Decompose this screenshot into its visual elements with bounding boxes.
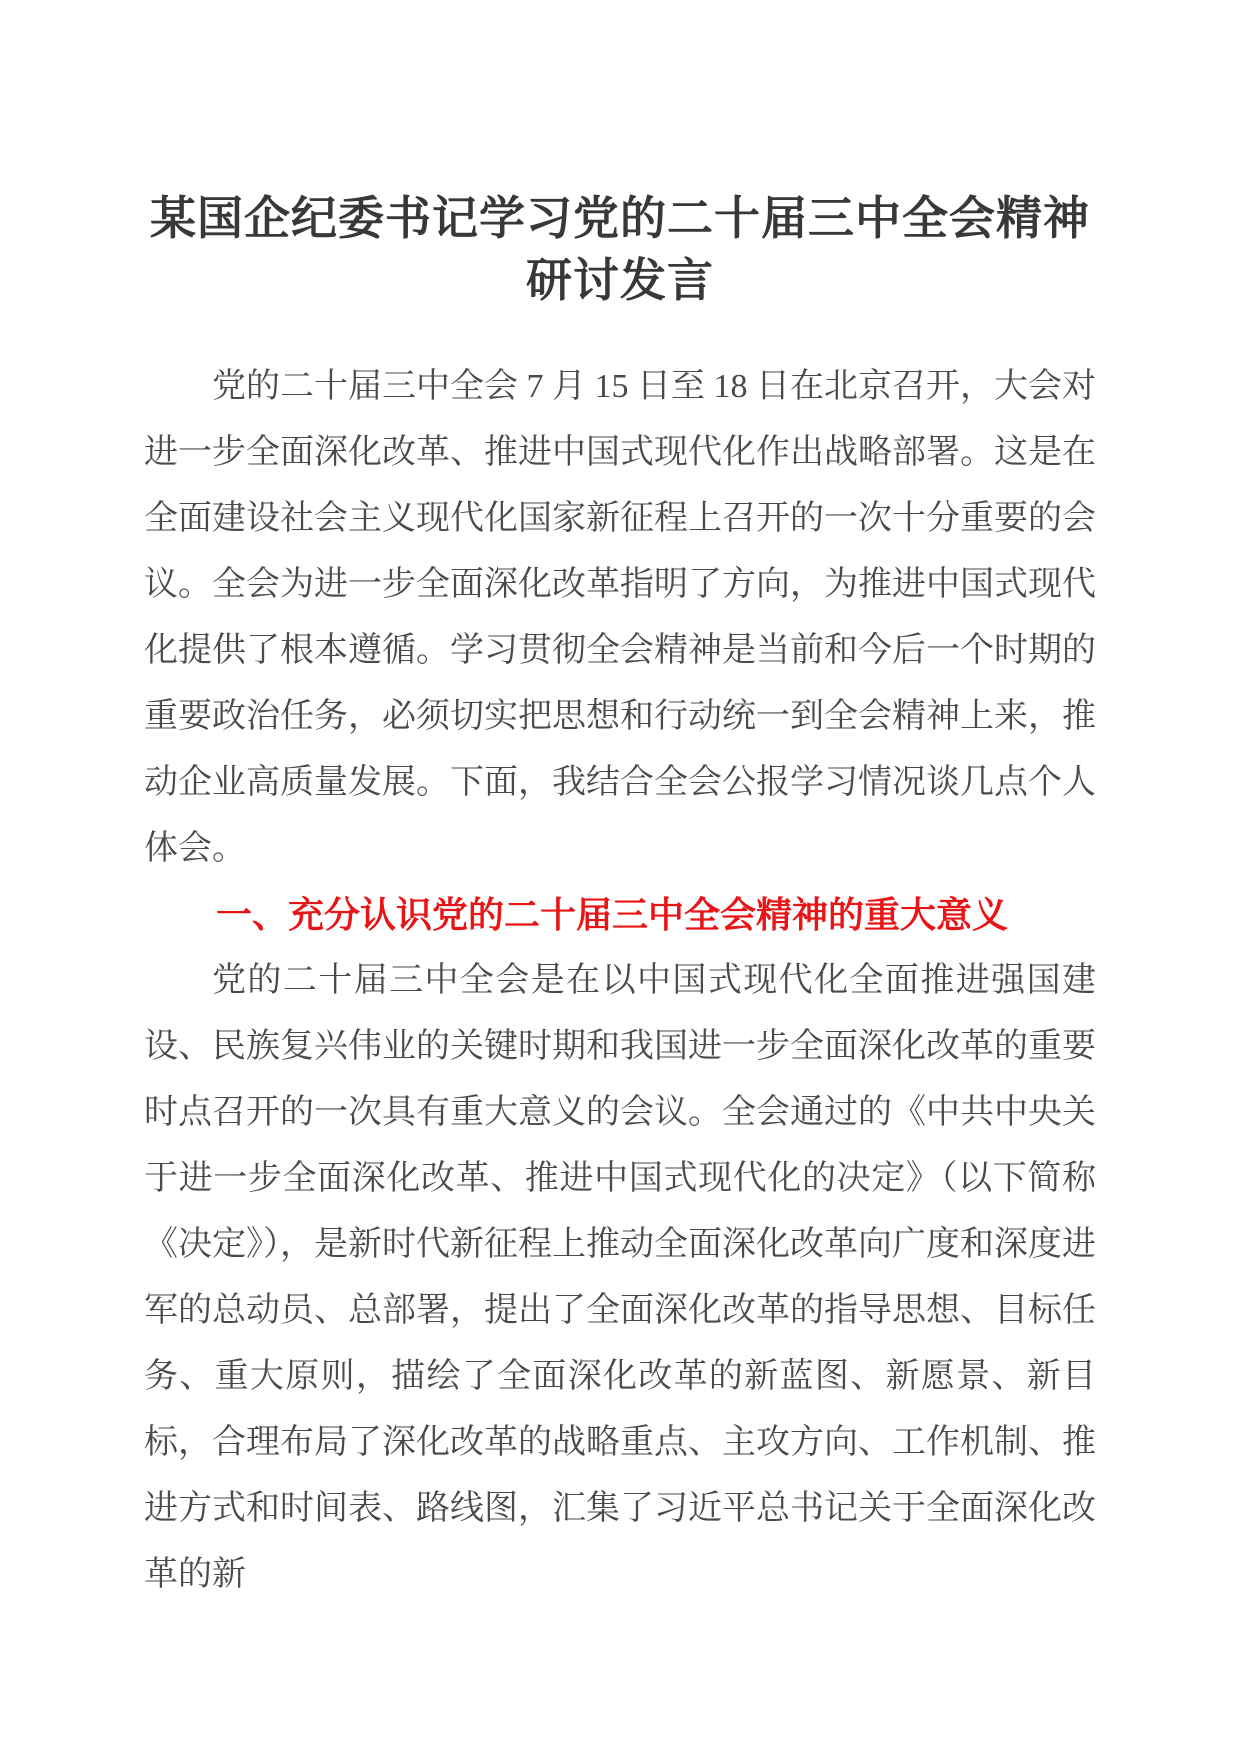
intro-paragraph: 党的二十届三中全会 7 月 15 日至 18 日在北京召开，大会对进一步全面深化改革、推进中国式现代化作出战略部署。这是在全面建设社会主义现代化国家新征程上召开的一次十分重要的会议。全会为进一步全面深化改革指明了方向，为推进中国式现代化提供了根本遵循。学习贯彻全会精神是当前和今后一个时期的重要政治任务，必须切实把思想和行动统一到全会精神上来，推动企业高质量发展。下面，我结合全会公报学习情况谈几点个人体会。 (144, 368, 1096, 867)
section-1-heading: 一、充分认识党的二十届三中全会精神的重大意义 (216, 894, 1009, 935)
section-1-paragraph: 党的二十届三中全会是在以中国式现代化全面推进强国建设、民族复兴伟业的关键时期和我国进一步全面深化改革的重要时点召开的一次具有重大意义的会议。全会通过的《中共中央关于进一步全面深化改革、推进中国式现代化的决定》（以下简称《决定》），是新时代新征程上推动全面深化改革向广度和深度进军的总动员、总部署，提出了全面深化改革的指导思想、目标任务、重大原则，描绘了全面深化改革的新蓝图、新愿景、新目标，合理布局了深化改革的战略重点、主攻方向、工作机制、推进方式和时间表、路线图，汇集了习近平总书记关于全面深化改革的新 (144, 962, 1096, 1593)
document-title: 某国企纪委书记学习党的二十届三中全会精神研讨发言 (150, 193, 1090, 306)
